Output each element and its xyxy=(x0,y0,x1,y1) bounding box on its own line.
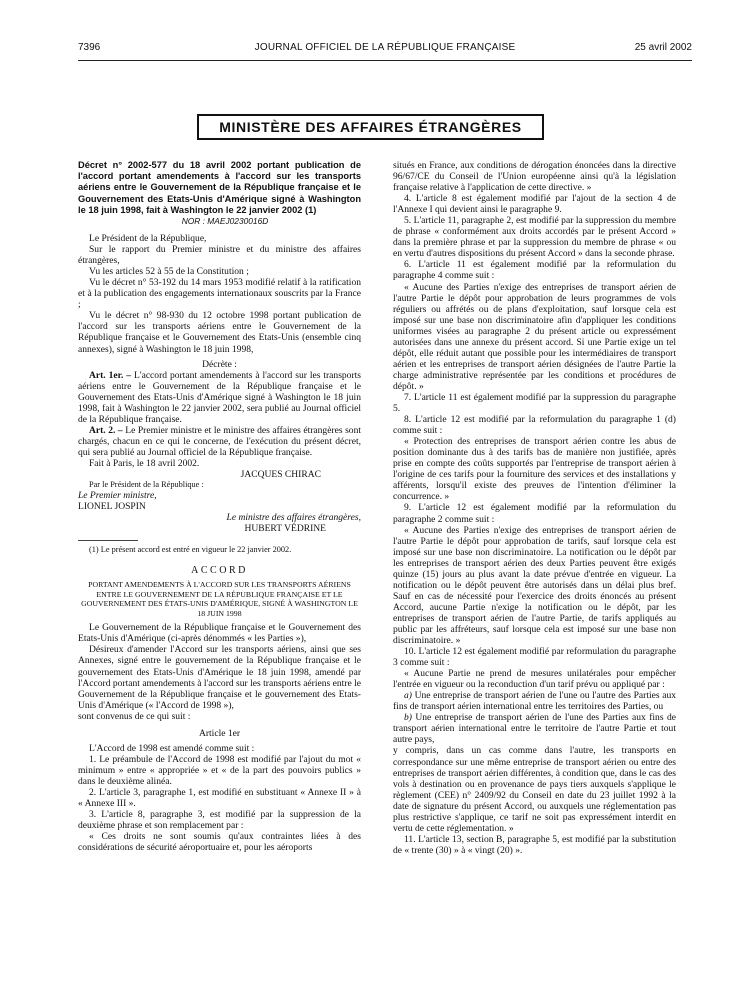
list-text-b: Une entreprise de transport aérien de l'une des Parties aux fins de transport aérien international entre le territoire de l'autre Partie et tout autre pays, xyxy=(393,712,676,746)
page-number: 7396 xyxy=(78,42,101,53)
list-item-b xyxy=(393,712,676,745)
ministry-box: MINISTÈRE DES AFFAIRES ÉTRANGÈRES xyxy=(197,114,544,140)
paragraph: 11. L'article 13, section B, paragraphe 5, est modifié par la substitution de « trente (30) » à « vingt (20) ». xyxy=(393,833,676,856)
paragraph: Vu le décret n° 53-192 du 14 mars 1953 modifié relatif à la ratification et à la publication des engagements internationaux souscrits par la France ; xyxy=(78,277,361,311)
mae-title: Le ministre des affaires étrangères, xyxy=(226,512,361,524)
paragraph: « Protection des entreprises de transport aérien contre les abus de position dominante dus à des tarifs bas de manière non justifiée, après prise en compte des coûts supportés par l'entreprise de transport aérien à l'origine de ces tarifs pour la fourniture des services et des installations y afférents, lorsqu'il existe des preuves de l'intention d'éliminer la concurrence. » xyxy=(393,436,676,503)
list-label-b: b) xyxy=(404,712,412,724)
decree-title: Décret n° 2002-577 du 18 avril 2002 portant publication de l'accord portant amendements à l'accord sur les transports aériens entre le Gouvernement de la République française et le Gouvernement des Etats-Unis d'Amérique signé à Washington le 18 juin 1998, fait à Washington le 22 janvier 2002 (1) xyxy=(78,160,361,215)
nor-reference: NOR : MAEJ0230016D xyxy=(181,216,269,227)
paragraph: situés en France, aux conditions de dérogation énoncées dans la directive 96/67/CE du Conseil de l'Union européenne ainsi qu'à la législation française relative à l'application de cette directive. » xyxy=(393,160,676,194)
fait-a-paris: Fait à Paris, le 18 avril 2002. xyxy=(89,458,200,469)
paragraph: 5. L'article 11, paragraphe 2, est modifié par la suppression du membre de phrase « conformément aux droits accordés par le présent Accord » dans la première phrase et par la suppression du membre de phrase « ou en vertu d'autres dispositions du présent Accord » dans la seconde phrase. xyxy=(393,215,676,260)
journal-title: JOURNAL OFFICIEL DE LA RÉPUBLIQUE FRANÇAISE xyxy=(254,42,516,53)
paragraph: 8. L'article 12 est modifié par la reformulation du paragraphe 1 (d) comme suit : xyxy=(393,414,676,437)
article-2-label: Art. 2. – xyxy=(89,424,123,436)
footnote-separator xyxy=(78,540,138,541)
article-1-label: Art. 1er. – xyxy=(89,369,132,381)
article-2-text: Le Premier ministre et le ministre des affaires étrangères sont chargés, chacun en ce qui le concerne, de l'exécution du présent décret, qui sera publié au Journal officiel de la République française. xyxy=(78,424,362,458)
paragraph: Le Gouvernement de la République française et le Gouvernement des Etats-Unis d'Amérique (ci-après dénommés « les Parties »), xyxy=(78,622,361,645)
right-column xyxy=(393,160,676,856)
paragraph: « Ces droits ne sont soumis qu'aux contraintes liées à des considérations de sécurité aéroportuaire et, pour les aéroports xyxy=(78,831,361,854)
list-label-a: a) xyxy=(404,690,412,702)
article-1-heading: Article 1er xyxy=(198,727,241,739)
accord-heading: ACCORD xyxy=(191,565,248,577)
decrete: Décrète : xyxy=(202,358,237,370)
paragraph: Vu le décret n° 98-930 du 12 octobre 1998 portant publication de l'accord sur les transports aériens entre le Gouvernement de la République française et le Gouvernement des Etats-Unis (ensemble cinq annexes), signé à Washington le 18 juin 1998, xyxy=(78,310,361,355)
paragraph: 1. Le préambule de l'Accord de 1998 est modifié par l'ajout du mot « minimum » entre « appropriée » et « de la part des pouvoirs publics » dans le deuxième alinéa. xyxy=(78,753,361,787)
pm-title: Le Premier ministre, xyxy=(78,490,157,502)
paragraph: « Aucune des Parties n'exige des entreprises de transport aérien de l'autre Partie le dépôt pour approbation de leurs programmes de vols réguliers ou affrétés ou de plans d'exploitation, sauf lorsque cela est imposé sur une base non discriminatoire afin d'appliquer les conditions uniformes visées au paragraphe 2 du présent article ou expressément autorisées dans une annexe du présent accord. Si une Partie exige un tel dépôt, elle réduit autant que possible pour les intermédiaires de transport aérien et les entreprises de transport aérien désignées de l'autre Partie la charge administrative représentée par les conditions et procédures de dépôt. » xyxy=(393,281,676,392)
paragraph: Le Président de la République, xyxy=(89,233,207,245)
paragraph: 10. L'article 12 est également modifié par reformulation du paragraphe 3 comme suit : xyxy=(393,646,676,669)
paragraph: 3. L'article 8, paragraphe 3, est modifié par la suppression de la deuxième phrase et son remplacement par : xyxy=(78,809,361,832)
article-2 xyxy=(78,425,361,458)
footnote: (1) Le présent accord est entré en vigueur le 22 janvier 2002. xyxy=(89,545,292,555)
paragraph: L'Accord de 1998 est amendé comme suit : xyxy=(89,742,255,754)
article-1-text: L'accord portant amendements à l'accord sur les transports aériens entre le Gouvernement de la République française et le Gouvernement des Etats-Unis d'Amérique signé à Washington le 18 juin 1998, fait à Washington le 22 janvier 2002, sera publié au Journal officiel de la République française. xyxy=(78,369,362,425)
list-item-a xyxy=(393,690,676,712)
paragraph: Vu les articles 52 à 55 de la Constitution ; xyxy=(89,266,249,278)
list-text-a: Une entreprise de transport aérien de l'une ou l'autre des Parties aux fins de transport aérien international entre les territoires des Parties, ou xyxy=(393,690,676,713)
article-1 xyxy=(78,370,361,425)
signature-president: JACQUES CHIRAC xyxy=(240,469,321,481)
par-le-president: Par le Président de la République : xyxy=(89,480,204,490)
paragraph: sont convenus de ce qui suit : xyxy=(78,710,191,722)
left-column xyxy=(78,160,361,853)
paragraph: « Aucune Partie ne prend de mesures unilatérales pour empêcher l'entrée en vigueur ou la reconduction d'un tarif prévu ou appliqué par : xyxy=(393,668,676,691)
paragraph: y compris, dans un cas comme dans l'autre, les transports en correspondance sur une même entreprise de transport aérien ou entre des entreprises de transport aérien différentes, à condition que, dans le cas des vols à destination ou en provenance de pays tiers auxquels s'applique le règlement (CEE) n° 2409/92 du Conseil en date du 23 juillet 1992 à la date de signature du présent Accord, ou auxquels une réglementation pas plus restrictive s'applique, ce tarif ne soit pas expressément interdit en vertu de cette réglementation. » xyxy=(393,745,676,834)
paragraph: 2. L'article 3, paragraphe 1, est modifié en substituant « Annexe II » à « Annexe III ». xyxy=(78,786,361,810)
paragraph: « Aucune des Parties n'exige des entreprises de transport aérien de l'autre Partie le dépôt pour approbation de tarifs, sauf lorsque cela est imposé sur une base non discriminatoire. La notification ou le dépôt par les entreprises de transport aérien des deux Parties peuvent être exigés quinze (15) jours au plus avant la date prévue d'entrée en vigueur. La notification ou le dépôt peuvent être autorisés dans un délai plus bref. Sauf en cas de nécessité pour l'exercice des droits énoncés au présent Accord, aucune Partie n'exige la notification ou le dépôt, par les entreprises de transport aérien de l'autre Partie, de tarifs appliqués au public par les affréteurs, sauf lorsque cela est imposé sur une base non discriminatoire. » xyxy=(393,524,676,647)
paragraph: Sur le rapport du Premier ministre et du ministre des affaires étrangères, xyxy=(78,244,361,267)
paragraph: 6. L'article 11 est également modifié par la reformulation du paragraphe 4 comme suit : xyxy=(393,259,676,282)
page-header xyxy=(78,42,692,56)
paragraph: 4. L'article 8 est également modifié par l'ajout de la section 4 de l'Annexe I qui devient ainsi le paragraphe 9. xyxy=(393,193,676,216)
mae-name: HUBERT VÉDRINE xyxy=(244,523,326,535)
header-rule xyxy=(78,60,692,61)
pm-name: LIONEL JOSPIN xyxy=(78,501,146,513)
publication-date: 25 avril 2002 xyxy=(634,42,692,53)
paragraph: 9. L'article 12 est également modifié par la reformulation du paragraphe 2 comme suit : xyxy=(393,502,676,525)
paragraph: 7. L'article 11 est également modifié par la suppression du paragraphe 5. xyxy=(393,391,676,415)
paragraph: Désireux d'amender l'Accord sur les transports aériens, ainsi que ses Annexes, signé entre le gouvernement de la République française et le gouvernement des Etats-Unis d'Amérique le 18 juin 1998, amendé par l'Accord portant amendements à l'accord sur les transports aériens entre le Gouvernement de la République française et le gouvernement des Etats-Unis d'Amérique (« l'Accord de 1998 »), xyxy=(78,644,361,711)
accord-title: PORTANT AMENDEMENTS À L'ACCORD SUR LES TRANSPORTS AÉRIENS ENTRE LE GOUVERNEMENT DE LA RÉPUBLIQUE FRANÇAISE ET LE GOUVERNEMENT DES ÉTATS-UNIS D'AMÉRIQUE, SIGNÉ À WASHINGTON LE 18 JUIN 1998 xyxy=(81,580,358,618)
